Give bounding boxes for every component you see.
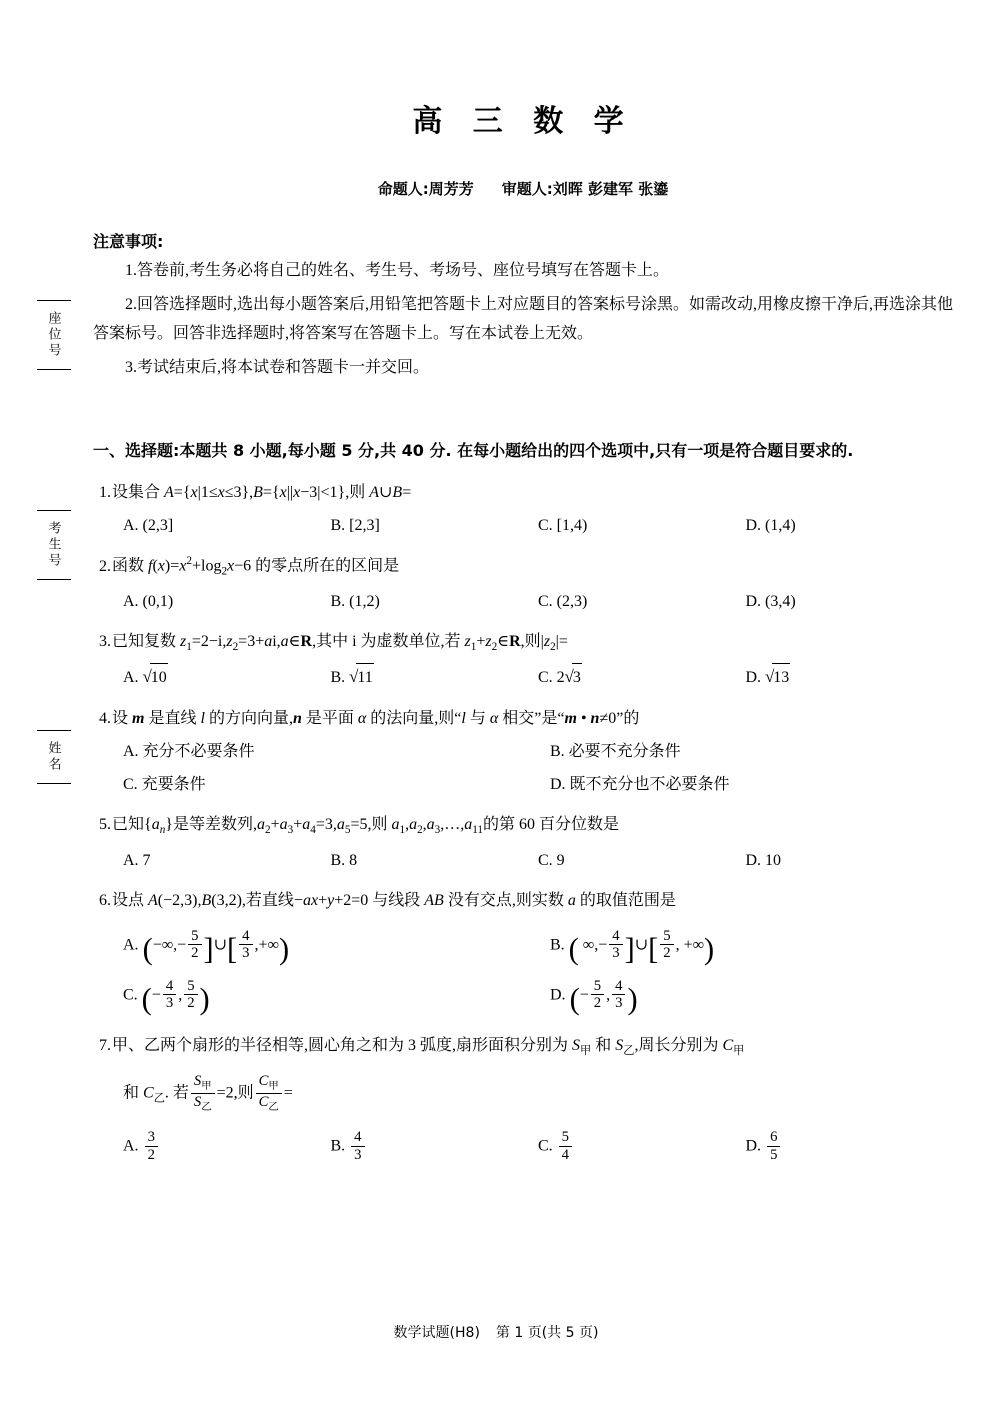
question-1-stem: 1.设集合 A={x|1≤x≤3},B={x||x−3|<1},则 A∪B=	[99, 483, 412, 501]
option-d[interactable]: D. 10	[745, 851, 782, 869]
page-footer	[0, 1322, 992, 1342]
option-a[interactable]: A. 充分不必要条件	[123, 743, 255, 761]
option-a[interactable]: A. $\frac{3}{2}$	[123, 1129, 331, 1163]
notice-item: 2.回答选择题时,选出每小题答案后,用铅笔把答题卡上对应题目的答案标号涂黑。如需改动,用橡皮擦干净后,再选涂其他答案标号。回答非选择题时,将答案写在答题卡上。写在本试卷上无效。	[93, 295, 954, 343]
question-7	[93, 1032, 953, 1163]
reviewer-names: 刘晖 彭建军 张鎏	[552, 180, 669, 198]
option-b[interactable]: B. (1,2)	[330, 592, 380, 610]
question-4-options-row2	[93, 771, 953, 798]
option-a[interactable]: A. √10	[123, 663, 331, 692]
option-d[interactable]: D. $\frac{6}{5}$	[746, 1129, 954, 1163]
side-label-seat	[34, 300, 74, 370]
question-6-number: 6.	[99, 891, 111, 909]
question-6-options-row1	[93, 928, 953, 967]
notice-item: 1.答卷前,考生务必将自己的姓名、考生号、考场号、座位号填写在答题卡上。	[125, 262, 670, 279]
option-a[interactable]: A. (2,3]	[123, 517, 174, 535]
side-label-name	[34, 730, 74, 784]
question-2	[93, 552, 953, 615]
question-7-stem-cont: 和 $C_乙$. 若 $\frac{S_甲}{S_乙}$ =2,则 $\frac{C_甲}{C_乙}$ =	[123, 1073, 293, 1113]
question-2-options	[93, 588, 953, 615]
side-label-exam-number	[34, 510, 74, 580]
option-a[interactable]: A. 7	[123, 851, 151, 869]
option-c[interactable]: C. (2,3)	[538, 592, 588, 610]
question-2-stem: 2.函数 $f(x)=x^2+\log_2x-6$ 的零点所在的区间是	[99, 555, 400, 578]
option-a[interactable]: A. (0,1)	[123, 592, 174, 610]
option-d[interactable]: D. 既不充分也不必要条件	[550, 776, 730, 794]
question-6-options-row2	[93, 977, 953, 1017]
paper-content	[93, 0, 953, 1163]
option-b[interactable]: B. 必要不充分条件	[550, 743, 681, 761]
question-5	[93, 811, 953, 873]
divider	[37, 369, 71, 370]
question-3-number: 3.	[99, 633, 111, 651]
option-c[interactable]: C. [1,4)	[538, 517, 588, 535]
option-b[interactable]: B. 8	[330, 851, 358, 869]
option-b[interactable]: B. ( ∞,− $\frac{4}{3}$ ]∪[ $\frac{5}{2}$ , +∞)	[550, 928, 715, 967]
section-title: 一、选择题:本题共 8 小题,每小题 5 分,共 40 分. 在每小题给出的四个选项中,只有一项是符合题目要求的.	[93, 441, 854, 461]
option-d[interactable]: D. √13	[746, 663, 954, 692]
question-3	[93, 628, 953, 692]
option-c[interactable]: C. 充要条件	[123, 776, 206, 794]
question-5-stem: 5.已知$\{a_n\}$是等差数列$,a_2+a_3+a_4=3,a_5=5$,则 $a_1,a_2,a_3,\dots,a_{11}$的第 60 百分位数是	[99, 816, 620, 837]
question-4-number: 4.	[99, 709, 111, 727]
option-c[interactable]: C. $\frac{5}{4}$	[538, 1129, 746, 1163]
divider	[37, 579, 71, 580]
question-4-stem: 4.设 m 是直线 l 的方向向量,n 是平面 α 的法向量,则“l 与 α 相交”是“m • n≠0”的	[99, 709, 640, 727]
notice-item: 3.考试结束后,将本试卷和答题卡一并交回。	[125, 358, 430, 376]
question-7-options	[93, 1129, 953, 1163]
question-2-number: 2.	[99, 557, 111, 575]
option-d[interactable]: D. (3,4)	[745, 592, 796, 610]
question-4-options-row1	[93, 738, 953, 765]
question-7-number: 7.	[99, 1036, 111, 1054]
option-d[interactable]: D. (1,4)	[745, 517, 796, 535]
footer-page-number: 第 1 页(共 5 页)	[495, 1325, 599, 1341]
question-5-options	[93, 847, 953, 874]
footer-subject: 数学试题(H8)	[393, 1325, 480, 1341]
divider	[37, 300, 71, 301]
proposer-label: 命题人:	[377, 180, 429, 198]
question-1	[93, 479, 953, 539]
page-title: 高 三 数 学	[412, 104, 634, 139]
option-c[interactable]: C. (− $\frac{4}{3}$ , $\frac{5}{2}$ )	[123, 977, 210, 1017]
option-b[interactable]: B. $\frac{4}{3}$	[331, 1129, 539, 1163]
side-label-exam-number-text: 考生号	[46, 521, 62, 569]
option-c[interactable]: C. 9	[538, 851, 565, 869]
question-3-options	[93, 663, 953, 692]
option-c[interactable]: C. 2√3	[538, 663, 746, 692]
divider	[37, 510, 71, 511]
option-b[interactable]: B. [2,3]	[330, 517, 380, 535]
proposer-name: 周芳芳	[428, 180, 474, 198]
question-7-stem: 7.甲、乙两个扇形的半径相等,圆心角之和为 3 弧度,扇形面积分别为 $S_甲$ 和 $S_乙$,周长分别为 $C_甲$	[99, 1036, 745, 1058]
reviewer-label: 审题人:	[501, 180, 553, 198]
question-6-stem: 6.设点 A(−2,3),B(3,2),若直线−ax+y+2=0 与线段 AB 没有交点,则实数 a 的取值范围是	[99, 891, 676, 909]
question-5-number: 5.	[99, 816, 111, 834]
question-3-stem: 3.已知复数 $z_1=2-i,z_2=3+ai,a\in R$,其中 i 为虚数单位,若 $z_1+z_2\in R$,则$|z_2|=$	[99, 633, 568, 654]
divider	[37, 730, 71, 731]
question-6	[93, 887, 953, 1017]
side-label-name-text: 姓名	[46, 741, 62, 773]
question-4	[93, 705, 953, 799]
notice-title: 注意事项:	[93, 232, 164, 251]
divider	[37, 783, 71, 784]
option-a[interactable]: A. (−∞,− $\frac{5}{2}$ ]∪[ $\frac{4}{3}$ ,+∞)	[123, 928, 290, 967]
byline	[93, 178, 953, 199]
question-1-number: 1.	[99, 483, 111, 501]
side-label-seat-text: 座位号	[46, 311, 62, 359]
option-d[interactable]: D. (− $\frac{5}{2}$ , $\frac{4}{3}$ )	[550, 977, 638, 1017]
option-b[interactable]: B. √11	[331, 663, 539, 692]
question-1-options	[93, 512, 953, 539]
